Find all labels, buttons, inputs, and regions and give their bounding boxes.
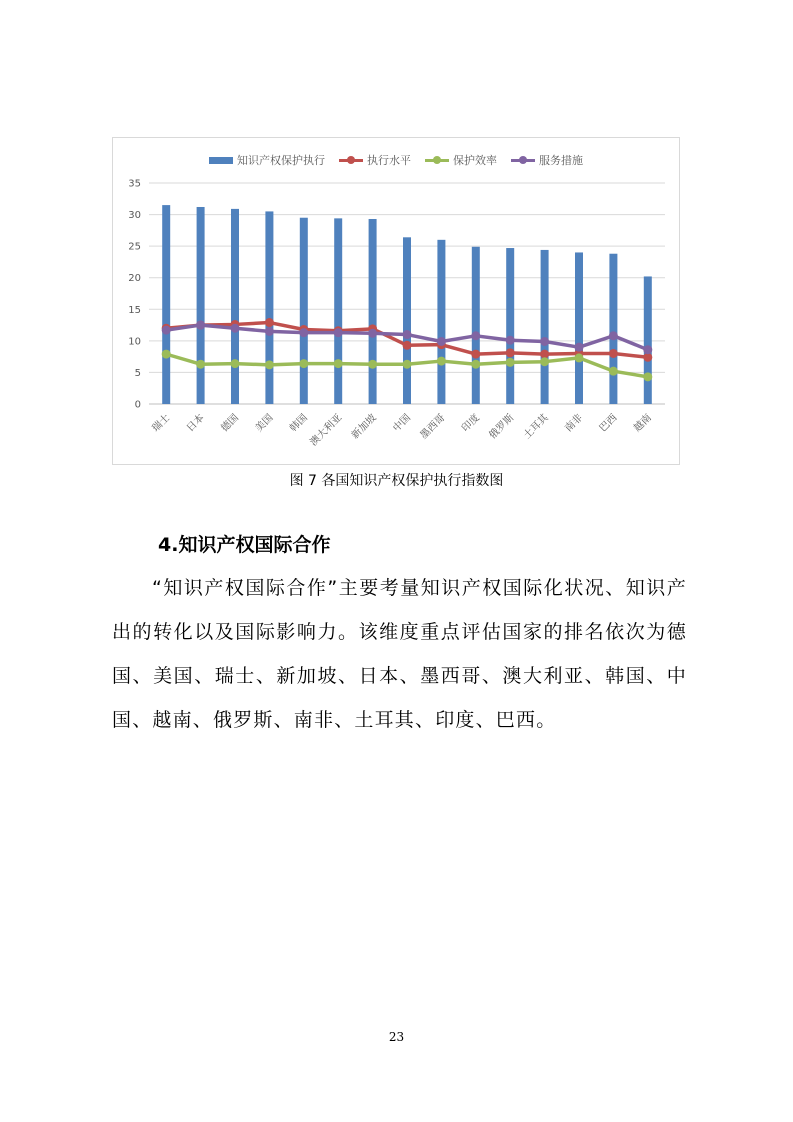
x-tick-label: 南非 xyxy=(563,412,586,435)
series-point-2 xyxy=(196,321,205,330)
series-point-1 xyxy=(471,360,480,369)
x-tick-label: 德国 xyxy=(219,412,242,435)
bar-印度 xyxy=(472,247,480,404)
series-point-2 xyxy=(540,337,549,346)
bar-瑞士 xyxy=(162,205,170,404)
series-point-2 xyxy=(506,336,515,345)
figure-caption: 图 7 各国知识产权保护执行指数图 xyxy=(289,473,504,489)
series-point-1 xyxy=(403,360,412,369)
series-point-1 xyxy=(231,359,240,368)
bar-越南 xyxy=(644,276,652,404)
section-heading: 4.知识产权国际合作 xyxy=(158,534,331,556)
y-tick-label: 20 xyxy=(128,273,141,285)
y-tick-label: 15 xyxy=(128,304,141,316)
bar-日本 xyxy=(197,207,205,404)
series-point-0 xyxy=(506,348,515,357)
series-point-0 xyxy=(609,349,618,358)
legend-label: 执行水平 xyxy=(367,154,411,167)
y-tick-label: 5 xyxy=(134,367,141,379)
x-tick-label: 中国 xyxy=(391,412,414,435)
x-tick-label: 澳大利亚 xyxy=(308,412,345,449)
body-paragraph: “知识产权国际合作”主要考量知识产权国际化状况、知识产出的转化以及国际影响力。该维度重点评估国家的排名依次为德国、美国、瑞士、新加坡、日本、墨西哥、澳大利亚、韩国、中国、越南、俄罗斯、南非、土耳其、印度、巴西。 xyxy=(112,577,687,731)
x-tick-label: 印度 xyxy=(460,412,482,435)
series-point-1 xyxy=(540,357,549,366)
bar-德国 xyxy=(231,209,239,404)
series-point-2 xyxy=(471,331,480,340)
series-point-1 xyxy=(609,367,618,376)
series-point-1 xyxy=(162,350,171,359)
series-point-1 xyxy=(368,360,377,369)
series-point-1 xyxy=(506,358,515,367)
x-tick-label: 墨西哥 xyxy=(418,412,448,442)
x-tick-label: 巴西 xyxy=(597,412,620,435)
chart-svg xyxy=(113,138,679,464)
bar-澳大利亚 xyxy=(334,218,342,404)
series-point-2 xyxy=(437,337,446,346)
y-tick-label: 35 xyxy=(128,178,141,190)
x-tick-label: 越南 xyxy=(632,412,654,435)
legend-label: 保护效率 xyxy=(453,154,497,167)
bar-土耳其 xyxy=(541,250,549,404)
x-tick-label: 美国 xyxy=(253,412,276,435)
bar-俄罗斯 xyxy=(506,248,514,404)
series-point-2 xyxy=(334,328,343,337)
x-tick-label: 日本 xyxy=(184,412,207,435)
series-point-1 xyxy=(265,360,274,369)
series-point-1 xyxy=(299,359,308,368)
y-tick-label: 30 xyxy=(128,210,141,222)
series-point-1 xyxy=(437,357,446,366)
bar-中国 xyxy=(403,237,411,404)
chart-container xyxy=(112,137,680,465)
x-tick-label: 土耳其 xyxy=(521,412,551,442)
legend-label: 服务措施 xyxy=(539,154,583,167)
series-point-2 xyxy=(575,343,584,352)
series-point-2 xyxy=(643,345,652,354)
bar-墨西哥 xyxy=(437,240,445,404)
bar-美国 xyxy=(265,211,273,404)
y-tick-label: 0 xyxy=(134,399,141,411)
series-point-0 xyxy=(265,318,274,327)
series-point-2 xyxy=(368,329,377,338)
series-point-2 xyxy=(231,324,240,333)
y-tick-label: 25 xyxy=(128,241,141,253)
x-tick-label: 瑞士 xyxy=(150,412,173,435)
series-point-1 xyxy=(334,359,343,368)
series-point-2 xyxy=(609,331,618,340)
series-point-2 xyxy=(265,327,274,336)
bar-南非 xyxy=(575,252,583,404)
x-tick-label: 俄罗斯 xyxy=(487,412,517,442)
series-point-2 xyxy=(403,330,412,339)
series-point-0 xyxy=(403,341,412,350)
series-point-2 xyxy=(162,326,171,335)
x-tick-label: 新加坡 xyxy=(349,412,379,442)
bar-新加坡 xyxy=(369,219,377,404)
series-point-0 xyxy=(471,350,480,359)
series-point-1 xyxy=(643,372,652,381)
series-point-1 xyxy=(196,360,205,369)
legend-label: 知识产权保护执行 xyxy=(237,154,325,167)
bar-巴西 xyxy=(609,254,617,404)
x-tick-label: 韩国 xyxy=(288,412,310,435)
bar-韩国 xyxy=(300,218,308,404)
page-number: 23 xyxy=(388,1030,405,1044)
series-point-2 xyxy=(299,328,308,337)
series-point-1 xyxy=(575,353,584,362)
y-tick-label: 10 xyxy=(128,336,141,348)
